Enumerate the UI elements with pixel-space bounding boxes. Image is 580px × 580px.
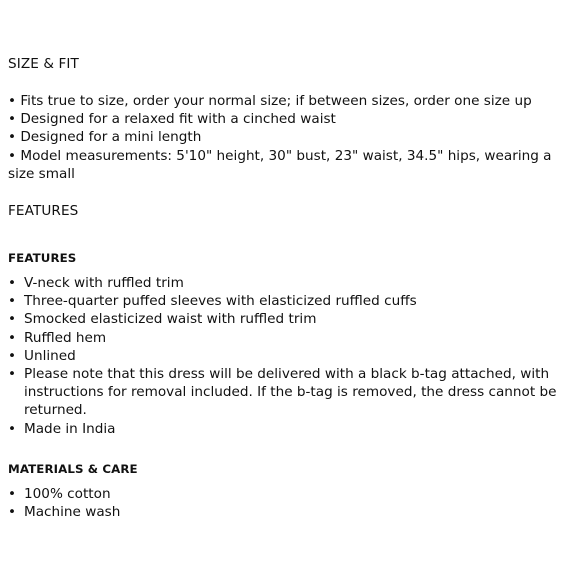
size-fit-heading: SIZE & FIT [8,56,79,72]
list-item: • 100% cotton [8,485,572,503]
list-item: • Unlined [8,347,572,365]
list-item: • Ruffled hem [8,329,572,347]
list-item: • Three-quarter puffed sleeves with elasticized ruffled cuffs [8,292,572,310]
list-item: • Designed for a mini length [8,128,572,146]
materials-care-heading: MATERIALS & CARE [8,461,138,476]
list-item: • Designed for a relaxed fit with a cinched waist [8,110,572,128]
list-item: • Model measurements: 5'10" height, 30" bust, 23" waist, 34.5" hips, wearing a size small [8,147,572,183]
size-fit-list [8,92,572,183]
list-item: • V-neck with ruffled trim [8,274,572,292]
list-item: • Please note that this dress will be delivered with a black b-tag attached, with instructions for removal included. If the b-tag is removed, the dress cannot be returned. [8,365,572,420]
list-item: • Smocked elasticized waist with ruffled trim [8,310,572,328]
list-item: • Machine wash [8,503,572,521]
features-plain-heading: FEATURES [8,203,79,220]
materials-care-list [8,485,572,521]
features-list [8,274,572,438]
list-item: • Made in India [8,420,572,438]
features-heading: FEATURES [8,251,77,266]
list-item: • Fits true to size, order your normal size; if between sizes, order one size up [8,92,572,110]
